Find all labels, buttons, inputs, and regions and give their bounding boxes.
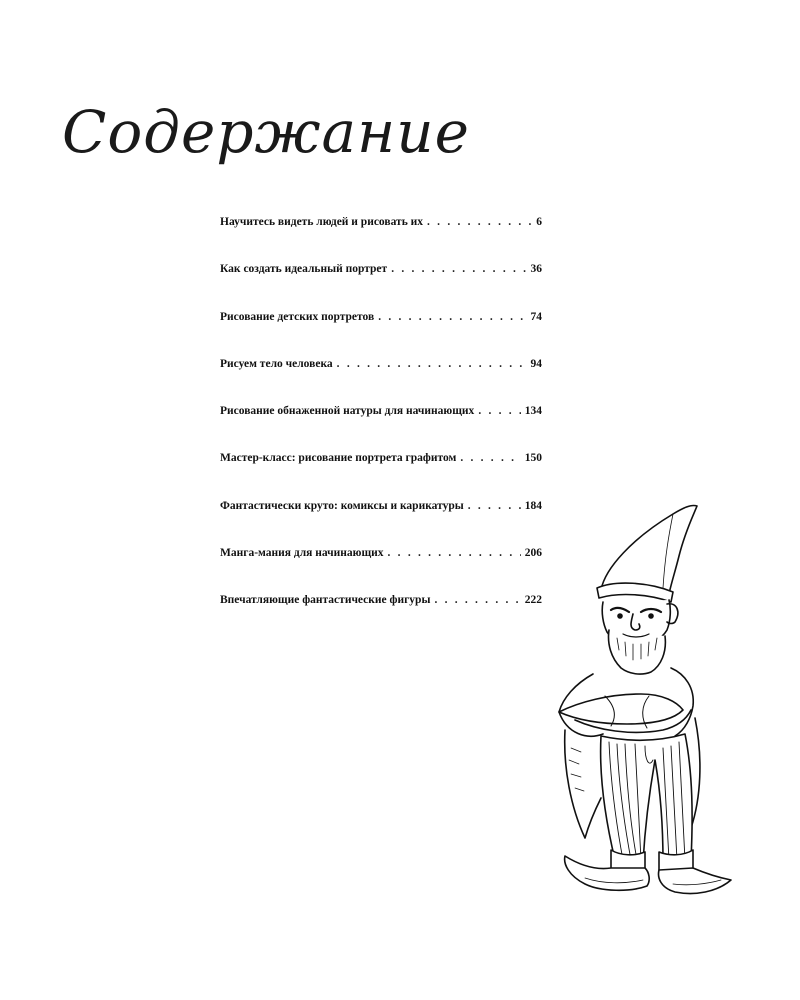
toc-entry-page: 74 [530,310,542,323]
toc-entry[interactable] [220,405,542,452]
toc-entry[interactable] [220,358,542,405]
gnome-illustration [545,498,735,900]
toc-leader-dots [468,500,521,512]
toc-entry[interactable] [220,452,542,499]
toc-entry-page: 150 [524,452,542,465]
toc-entry-page: 206 [524,547,542,560]
table-of-contents [220,216,542,642]
page-title: Содержание [62,98,470,166]
toc-entry[interactable] [220,216,542,263]
toc-leader-dots [434,594,520,606]
toc-entry-page: 36 [530,263,542,276]
toc-leader-dots [388,547,521,559]
toc-entry-page: 184 [524,499,542,512]
toc-entry-label: Мастер-класс: рисование портрета графитом [220,452,457,465]
toc-leader-dots [427,216,532,228]
toc-entry-label: Рисуем тело человека [220,357,333,370]
toc-leader-dots [337,358,527,370]
toc-entry-page: 6 [536,216,542,228]
toc-entry-label: Как создать идеальный портрет [220,263,388,276]
toc-entry-label: Впечатляющие фантастические фигуры [220,594,431,607]
toc-leader-dots [478,405,520,417]
toc-entry-page: 94 [530,357,542,370]
toc-leader-dots [378,311,526,323]
toc-entry-label: Рисование детских портретов [220,310,375,323]
toc-entry[interactable] [220,500,542,547]
toc-entry[interactable] [220,263,542,310]
toc-leader-dots [391,263,526,275]
toc-entry-label: Манга-мания для начинающих [220,547,384,560]
toc-entry-page: 222 [524,594,542,607]
toc-entry[interactable] [220,547,542,594]
toc-entry[interactable] [220,311,542,358]
toc-entry-label: Научитесь видеть людей и рисовать их [220,216,424,228]
toc-entry-label: Рисование обнаженной натуры для начинающих [220,405,475,418]
toc-leader-dots [460,452,520,464]
toc-entry[interactable] [220,594,542,641]
toc-entry-page: 134 [524,405,542,418]
toc-entry-label: Фантастически круто: комиксы и карикатуры [220,499,464,512]
